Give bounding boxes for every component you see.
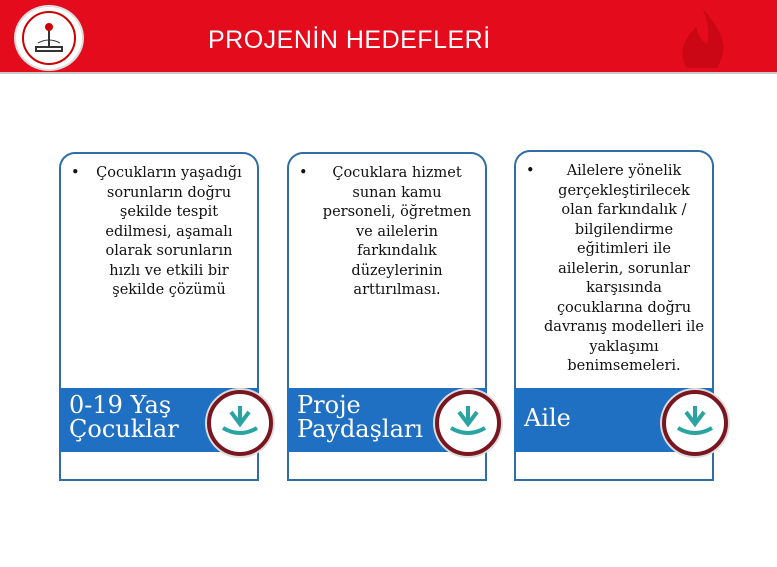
target-group-label: Proje	[297, 391, 361, 419]
project-seal-icon	[435, 390, 501, 456]
goal-card-stakeholders	[287, 152, 487, 481]
project-seal-icon	[207, 390, 273, 456]
goal-card-children	[59, 152, 259, 481]
flame-icon	[672, 6, 732, 72]
target-group-label: Paydaşları	[297, 415, 424, 443]
bullet: •	[526, 163, 535, 179]
project-seal-icon	[662, 390, 728, 456]
target-group-label: 0-19 Yaş	[69, 391, 172, 419]
target-group-label: Aile	[524, 404, 571, 432]
bullet: •	[71, 165, 80, 181]
page-title: PROJENİN HEDEFLERİ	[208, 26, 491, 54]
goal-text: Ailelere yönelik gerçekleştirilecek olan farkındalık / bilgilendirme eğitimleri ile ailelerin, sorunlar karşısında çocuklarına doğru davranış modelleri ile yaklaşımı benimsemeleri.	[544, 163, 704, 374]
goal-text: Çocuklara hizmet sunan kamu personeli, öğretmen ve ailelerin farkındalık düzeylerinin arttırılması.	[322, 165, 472, 298]
goal-text: Çocukların yaşadığı sorunların doğru şekilde tespit edilmesi, aşamalı olarak sorunların hızlı ve etkili bir şekilde çözümü	[96, 165, 242, 298]
ministry-logo	[14, 5, 84, 71]
goal-card-family	[514, 150, 714, 479]
target-group-label: Çocuklar	[69, 415, 179, 443]
header-banner	[0, 0, 777, 74]
bullet: •	[299, 165, 308, 181]
